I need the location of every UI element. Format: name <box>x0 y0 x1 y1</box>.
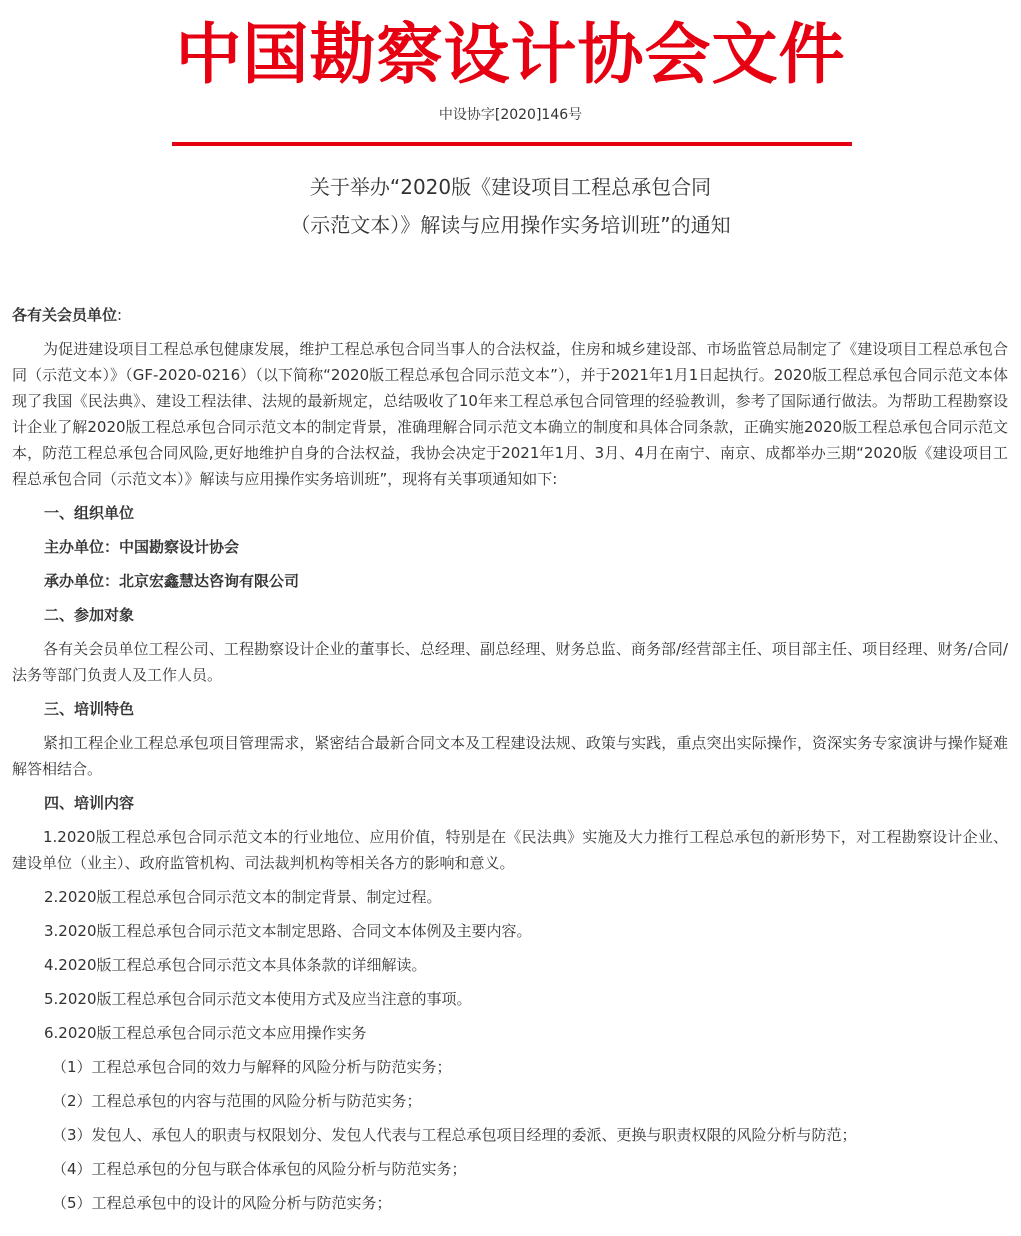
intro-paragraph: 为促进建设项目工程总承包健康发展，维护工程总承包合同当事人的合法权益，住房和城乡建设部、市场监管总局制定了《建设项目工程总承包合同（示范文本）》（GF-2020-0216）（以下简称“2020版工程总承包合同示范文本”），并于2021年1月1日起执行。2020版工程总承包合同示范文本体现了我国《民法典》、建设工程法律、法规的最新规定，总结吸收了10年来工程总承包合同管理的经验教训，参考了国际通行做法。为帮助工程勘察设计企业了解2020版工程总承包合同示范文本的制定背景，准确理解合同示范文本确立的制度和具体合同条款，正确实施2020版工程总承包合同示范文本，防范工程总承包合同风险,更好地维护自身的合法权益，我协会决定于2021年1月、3月、4月在南宁、南京、成都举办三期“2020版《建设项目工程总承包合同（示范文本）》解读与应用操作实务培训班”，现将有关事项通知如下: <box>12 340 1008 488</box>
content-item-4: 4.2020版工程总承包合同示范文本具体条款的详细解读。 <box>44 956 427 974</box>
salutation <box>12 302 1008 328</box>
section-heading-content: 四、培训内容 <box>44 794 135 812</box>
salutation-text: 各有关会员单位 <box>12 306 118 324</box>
content-item-2: 2.2020版工程总承包合同示范文本的制定背景、制定过程。 <box>44 888 442 906</box>
red-divider-line <box>172 142 852 146</box>
content-subitem-2: （2）工程总承包的内容与范围的风险分析与防范实务； <box>52 1092 422 1110</box>
document-body <box>12 302 1008 1224</box>
salutation-colon: : <box>117 306 123 324</box>
section-heading-organizers: 一、组织单位 <box>44 504 135 522</box>
content-subitem-5: （5）工程总承包中的设计的风险分析与防范实务； <box>52 1194 392 1212</box>
notice-title <box>0 168 1021 244</box>
host-organization: 主办单位：中国勘察设计协会 <box>44 538 240 556</box>
content-item-1: 1.2020版工程总承包合同示范文本的行业地位、应用价值，特别是在《民法典》实施及大力推行工程总承包的新形势下，对工程勘察设计企业、建设单位（业主）、政府监管机构、司法裁判机构等相关各方的影响和意义。 <box>12 828 1008 872</box>
notice-title-line-1: 关于举办“2020版《建设项目工程总承包合同 <box>309 175 712 199</box>
participants-paragraph: 各有关会员单位工程公司、工程勘察设计企业的董事长、总经理、副总经理、财务总监、商务部/经营部主任、项目部主任、项目经理、财务/合同/法务等部门负责人及工作人员。 <box>12 640 1008 684</box>
features-paragraph: 紧扣工程企业工程总承包项目管理需求，紧密结合最新合同文本及工程建设法规、政策与实践，重点突出实际操作，资深实务专家演讲与操作疑难解答相结合。 <box>12 734 1008 778</box>
content-item-3: 3.2020版工程总承包合同示范文本制定思路、合同文本体例及主要内容。 <box>44 922 532 940</box>
content-subitem-1: （1）工程总承包合同的效力与解释的风险分析与防范实务； <box>52 1058 452 1076</box>
content-item-5: 5.2020版工程总承包合同示范文本使用方式及应当注意的事项。 <box>44 990 472 1008</box>
section-heading-participants: 二、参加对象 <box>44 606 135 624</box>
organizing-organization: 承办单位：北京宏鑫慧达咨询有限公司 <box>44 572 300 590</box>
content-subitem-4: （4）工程总承包的分包与联合体承包的风险分析与防范实务； <box>52 1160 467 1178</box>
section-heading-features: 三、培训特色 <box>44 700 135 718</box>
document-number: 中设协字[2020]146号 <box>438 107 583 123</box>
masthead-title: 中国勘察设计协会文件 <box>175 15 846 93</box>
content-subitem-3: （3）发包人、承包人的职责与权限划分、发包人代表与工程总承包项目经理的委派、更换与职责权限的风险分析与防范； <box>52 1126 857 1144</box>
notice-title-line-2: （示范文本）》解读与应用操作实务培训班”的通知 <box>290 213 731 237</box>
content-item-6: 6.2020版工程总承包合同示范文本应用操作实务 <box>44 1024 367 1042</box>
